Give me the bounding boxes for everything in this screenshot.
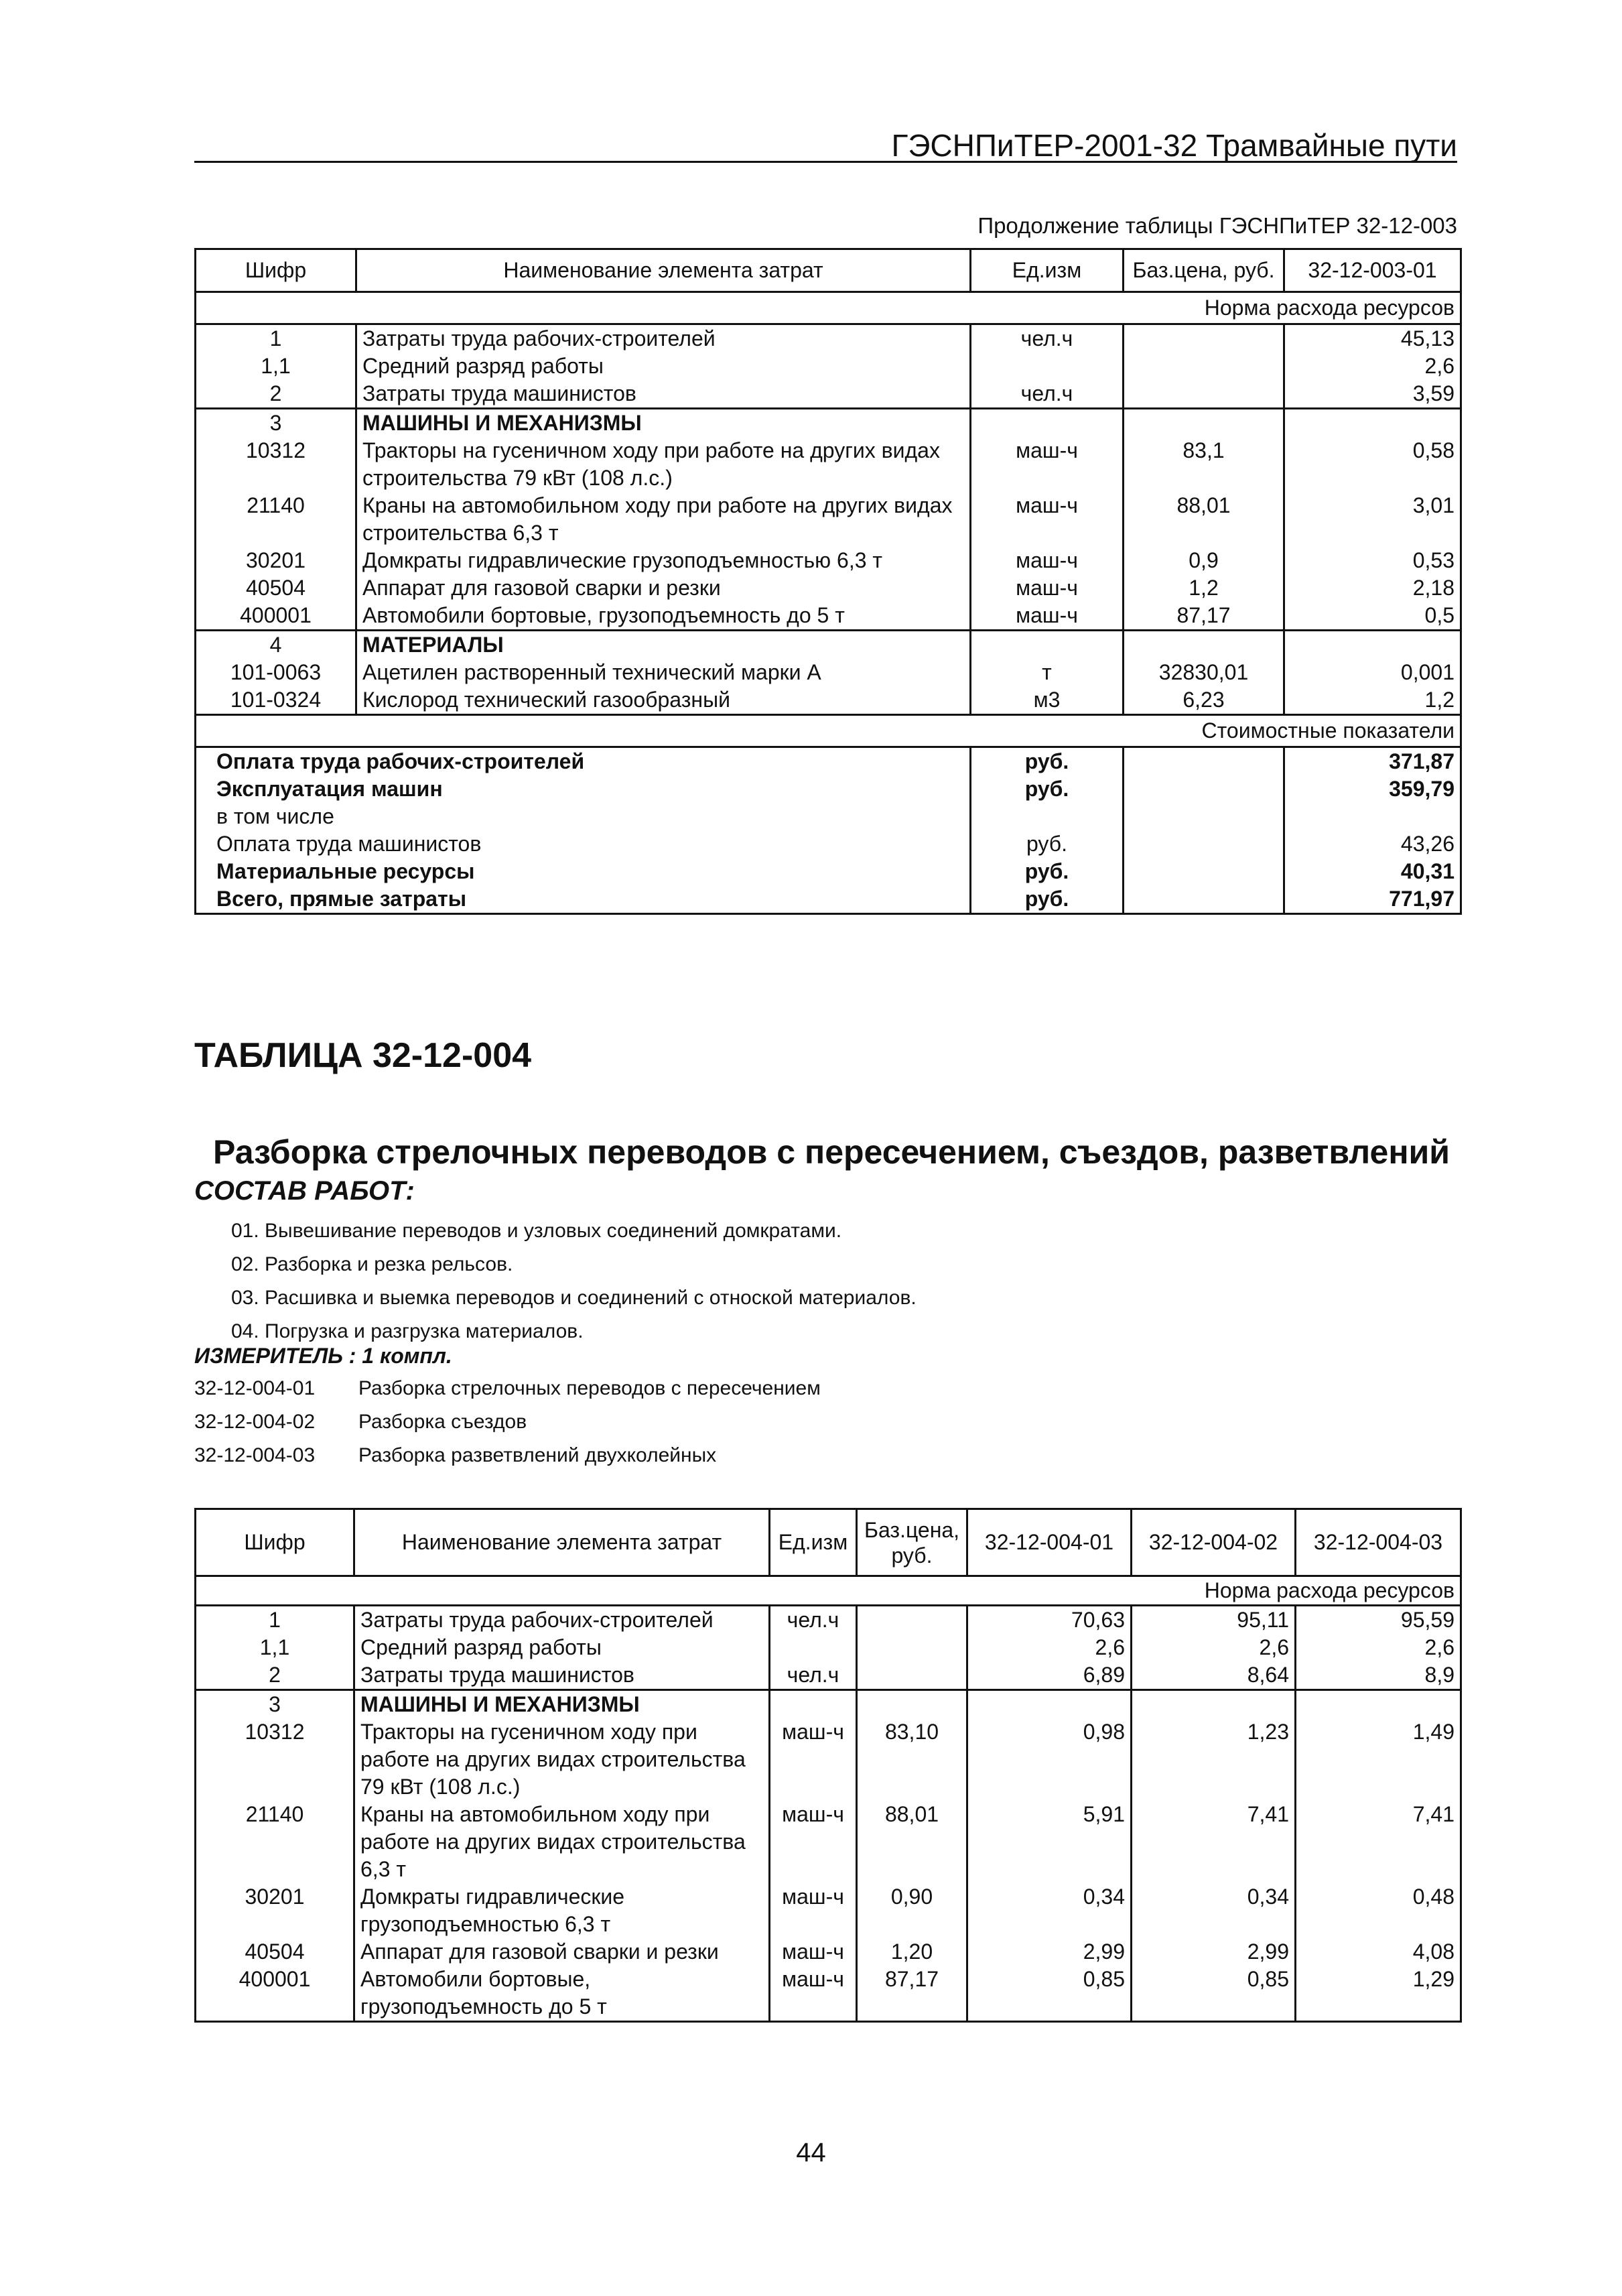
row-name: МАТЕРИАЛЫ bbox=[356, 631, 971, 659]
row-unit: маш-ч bbox=[971, 574, 1124, 602]
row-unit: маш-ч bbox=[770, 1966, 857, 2022]
table-row bbox=[196, 686, 1461, 715]
row-price bbox=[857, 1634, 967, 1661]
cost-value: 40,31 bbox=[1400, 859, 1455, 883]
row-unit: маш-ч bbox=[770, 1938, 857, 1966]
row-value-2 bbox=[1132, 1690, 1296, 1719]
measurement-unit bbox=[194, 1344, 452, 1368]
cost-value: 359,79 bbox=[1389, 777, 1455, 801]
page-number: 44 bbox=[796, 2138, 826, 2167]
row-value: 1,2 bbox=[1424, 688, 1455, 712]
row-value bbox=[1284, 631, 1461, 659]
section-label: Норма расхода ресурсов bbox=[196, 1576, 1461, 1606]
table-row bbox=[196, 1661, 1461, 1690]
row-value: 2,18 bbox=[1412, 576, 1455, 600]
cost-price-empty bbox=[1124, 885, 1284, 914]
row-price bbox=[1124, 380, 1284, 409]
row-value-1: 0,98 bbox=[967, 1718, 1132, 1801]
cost-name: Эксплуатация машин bbox=[196, 775, 971, 803]
row-price: 1,20 bbox=[857, 1938, 967, 1966]
row-code: 3 bbox=[196, 409, 356, 438]
col-header-unit: Ед.изм bbox=[770, 1509, 857, 1576]
table-row bbox=[196, 1606, 1461, 1635]
row-value-3: 4,08 bbox=[1412, 1939, 1455, 1964]
row-name: Краны на автомобильном ходу при работе на других видах строительства 6,3 т bbox=[356, 492, 971, 547]
section-row bbox=[196, 292, 1461, 324]
work-item: 01. Вывешивание переводов и узловых соединений домкратами. bbox=[231, 1220, 842, 1242]
code-number: 32-12-004-03 bbox=[194, 1444, 316, 1466]
row-value: 0,5 bbox=[1284, 602, 1461, 631]
row-name: Средний разряд работы bbox=[354, 1634, 770, 1661]
row-value-3 bbox=[1296, 1690, 1461, 1719]
cost-row bbox=[196, 803, 1461, 830]
row-value-3: 95,59 bbox=[1400, 1608, 1455, 1632]
row-value-1: 0,85 bbox=[967, 1966, 1132, 2022]
row-code: 1,1 bbox=[196, 353, 356, 380]
section-row bbox=[196, 715, 1461, 747]
row-value: 0,001 bbox=[1400, 660, 1455, 684]
cost-price-empty bbox=[1124, 775, 1284, 803]
row-name: Тракторы на гусеничном ходу при работе на других видах строительства 79 кВт (108 л.с.) bbox=[354, 1718, 770, 1801]
row-value-3: 7,41 bbox=[1412, 1802, 1455, 1826]
row-unit: маш-ч bbox=[770, 1801, 857, 1883]
row-unit: чел.ч bbox=[971, 324, 1124, 353]
section-label: Стоимостные показатели bbox=[196, 715, 1461, 747]
row-value-1 bbox=[967, 1690, 1132, 1719]
row-code: 400001 bbox=[196, 602, 356, 631]
cost-name: Оплата труда рабочих-строителей bbox=[196, 747, 971, 776]
row-name: Аппарат для газовой сварки и резки bbox=[356, 574, 971, 602]
row-value-1: 5,91 bbox=[967, 1801, 1132, 1883]
row-price: 88,01 bbox=[1124, 492, 1284, 547]
row-name: Затраты труда машинистов bbox=[354, 1661, 770, 1690]
row-value-3: 2,6 bbox=[1424, 1635, 1455, 1659]
row-code: 400001 bbox=[196, 1966, 354, 2022]
code-description: Разборка стрелочных переводов с пересечением bbox=[358, 1377, 821, 1399]
col-header-price: Баз.цена, руб. bbox=[1124, 249, 1284, 292]
cost-price-empty bbox=[1124, 803, 1284, 830]
col-header-resource-code: 32-12-003-01 bbox=[1284, 249, 1461, 292]
row-unit: маш-ч bbox=[971, 492, 1124, 547]
table-row bbox=[196, 492, 1461, 547]
table-header-row bbox=[196, 1509, 1461, 1576]
code-description: Разборка разветвлений двухколейных bbox=[358, 1444, 717, 1466]
row-name: МАШИНЫ И МЕХАНИЗМЫ bbox=[354, 1690, 770, 1719]
row-value-3: 1,49 bbox=[1412, 1720, 1455, 1744]
cost-name: Всего, прямые затраты bbox=[196, 885, 971, 914]
table-row bbox=[196, 1690, 1461, 1719]
row-value-2: 95,11 bbox=[1132, 1606, 1296, 1635]
row-value: 2,6 bbox=[1424, 354, 1455, 378]
cost-value: 771,97 bbox=[1389, 887, 1455, 911]
row-price bbox=[1124, 631, 1284, 659]
row-value-2: 0,85 bbox=[1132, 1966, 1296, 2022]
row-unit bbox=[770, 1634, 857, 1661]
table-row bbox=[196, 574, 1461, 602]
cost-row bbox=[196, 885, 1461, 914]
cost-row bbox=[196, 747, 1461, 776]
table-row bbox=[196, 324, 1461, 353]
row-name: Домкраты гидравлические грузоподъемностью 6,3 т bbox=[354, 1883, 770, 1938]
measurement-label: ИЗМЕРИТЕЛЬ : bbox=[194, 1344, 356, 1368]
cost-unit: руб. bbox=[971, 830, 1124, 858]
row-value-1: 70,63 bbox=[967, 1606, 1132, 1635]
row-unit bbox=[971, 631, 1124, 659]
code-description: Разборка съездов bbox=[358, 1411, 527, 1433]
cost-row bbox=[196, 858, 1461, 885]
row-code: 1 bbox=[196, 324, 356, 353]
row-unit: маш-ч bbox=[971, 602, 1124, 631]
section-title: Разборка стрелочных переводов с пересечением, съездов, разветвлений bbox=[213, 1133, 1450, 1171]
row-value-2: 2,6 bbox=[1132, 1634, 1296, 1661]
resource-table-32-12-004 bbox=[194, 1508, 1462, 2023]
row-price bbox=[857, 1606, 967, 1635]
page-header-title: ГЭСНПиТЕР-2001-32 Трамвайные пути bbox=[891, 128, 1457, 163]
col-header-code: Шифр bbox=[196, 249, 356, 292]
row-code: 101-0324 bbox=[196, 686, 356, 715]
table-row bbox=[196, 631, 1461, 659]
row-unit bbox=[971, 409, 1124, 438]
table-row bbox=[196, 380, 1461, 409]
row-price bbox=[857, 1690, 967, 1719]
cost-unit: руб. bbox=[971, 775, 1124, 803]
table-row bbox=[196, 1966, 1461, 2022]
row-value-2: 2,99 bbox=[1132, 1938, 1296, 1966]
row-code: 1,1 bbox=[196, 1634, 354, 1661]
row-price: 0,90 bbox=[857, 1883, 967, 1938]
measurement-value: 1 компл. bbox=[362, 1344, 452, 1368]
work-item: 04. Погрузка и разгрузка материалов. bbox=[231, 1320, 584, 1342]
cost-price-empty bbox=[1124, 747, 1284, 776]
row-price bbox=[1124, 324, 1284, 353]
row-name: Кислород технический газообразный bbox=[356, 686, 971, 715]
row-code: 2 bbox=[196, 1661, 354, 1690]
row-value-2: 7,41 bbox=[1132, 1801, 1296, 1883]
row-value: 3,01 bbox=[1412, 493, 1455, 517]
table-title: ТАБЛИЦА 32-12-004 bbox=[194, 1036, 532, 1075]
cost-unit: руб. bbox=[971, 885, 1124, 914]
row-price: 88,01 bbox=[857, 1801, 967, 1883]
row-value-1: 6,89 bbox=[967, 1661, 1132, 1690]
col-header-price: Баз.цена, руб. bbox=[857, 1509, 967, 1576]
row-value-1: 2,99 bbox=[967, 1938, 1132, 1966]
row-code: 30201 bbox=[196, 547, 356, 574]
row-code: 30201 bbox=[196, 1883, 354, 1938]
cost-row bbox=[196, 775, 1461, 803]
row-unit bbox=[971, 353, 1124, 380]
table-row bbox=[196, 353, 1461, 380]
row-code: 21140 bbox=[196, 492, 356, 547]
cost-price-empty bbox=[1124, 858, 1284, 885]
cost-name: Оплата труда машинистов bbox=[196, 830, 971, 858]
row-unit: чел.ч bbox=[770, 1606, 857, 1635]
row-price: 83,1 bbox=[1124, 437, 1284, 492]
row-code: 21140 bbox=[196, 1801, 354, 1883]
col-header-resource-code-2: 32-12-004-02 bbox=[1132, 1509, 1296, 1576]
row-name: Затраты труда рабочих-строителей bbox=[356, 324, 971, 353]
table-row bbox=[196, 1883, 1461, 1938]
table-row bbox=[196, 659, 1461, 686]
row-value-1: 2,6 bbox=[967, 1634, 1132, 1661]
row-value: 0,58 bbox=[1412, 438, 1455, 462]
table-row bbox=[196, 437, 1461, 492]
row-price bbox=[1124, 409, 1284, 438]
section-label: Норма расхода ресурсов bbox=[196, 292, 1461, 324]
row-code: 10312 bbox=[196, 1718, 354, 1801]
work-composition-label: СОСТАВ РАБОТ: bbox=[194, 1176, 415, 1206]
row-code: 10312 bbox=[196, 437, 356, 492]
cost-value: 371,87 bbox=[1389, 749, 1455, 773]
col-header-name: Наименование элемента затрат bbox=[354, 1509, 770, 1576]
row-name: Домкраты гидравлические грузоподъемностью 6,3 т bbox=[356, 547, 971, 574]
work-item: 02. Разборка и резка рельсов. bbox=[231, 1253, 513, 1275]
work-item: 03. Расшивка и выемка переводов и соединений с отноской материалов. bbox=[231, 1287, 917, 1309]
row-price: 83,10 bbox=[857, 1718, 967, 1801]
col-header-resource-code-3: 32-12-004-03 bbox=[1296, 1509, 1461, 1576]
row-price: 32830,01 bbox=[1124, 659, 1284, 686]
row-price: 1,2 bbox=[1124, 574, 1284, 602]
cost-unit: руб. bbox=[971, 858, 1124, 885]
row-name: Ацетилен растворенный технический марки А bbox=[356, 659, 971, 686]
cost-price-empty bbox=[1124, 830, 1284, 858]
row-code: 40504 bbox=[196, 1938, 354, 1966]
table-row bbox=[196, 602, 1461, 631]
col-header-resource-code-1: 32-12-004-01 bbox=[967, 1509, 1132, 1576]
table-row bbox=[196, 1718, 1461, 1801]
col-header-name: Наименование элемента затрат bbox=[356, 249, 971, 292]
table-header-row bbox=[196, 249, 1461, 292]
row-code: 101-0063 bbox=[196, 659, 356, 686]
row-name: Автомобили бортовые, грузоподъемность до 5 т bbox=[356, 602, 971, 631]
col-header-code: Шифр bbox=[196, 1509, 354, 1576]
row-unit: маш-ч bbox=[971, 437, 1124, 492]
row-code: 4 bbox=[196, 631, 356, 659]
row-price: 87,17 bbox=[857, 1966, 967, 2022]
row-value-3: 0,48 bbox=[1412, 1885, 1455, 1909]
row-value bbox=[1284, 409, 1461, 438]
row-code: 3 bbox=[196, 1690, 354, 1719]
row-value-2: 1,23 bbox=[1132, 1718, 1296, 1801]
row-name: Автомобили бортовые, грузоподъемность до 5 т bbox=[354, 1966, 770, 2022]
row-value-1: 0,34 bbox=[967, 1883, 1132, 1938]
header-rule bbox=[194, 161, 1457, 163]
row-name: Средний разряд работы bbox=[356, 353, 971, 380]
row-code: 2 bbox=[196, 380, 356, 409]
table-continuation-note: Продолжение таблицы ГЭСНПиТЕР 32-12-003 bbox=[977, 213, 1457, 238]
row-code: 40504 bbox=[196, 574, 356, 602]
code-number: 32-12-004-02 bbox=[194, 1411, 316, 1433]
row-unit bbox=[770, 1690, 857, 1719]
section-row bbox=[196, 1576, 1461, 1606]
row-price bbox=[857, 1661, 967, 1690]
row-value: 3,59 bbox=[1284, 380, 1461, 409]
cost-name: Материальные ресурсы bbox=[196, 858, 971, 885]
cost-value: 43,26 bbox=[1400, 832, 1455, 856]
table-row bbox=[196, 409, 1461, 438]
cost-row bbox=[196, 830, 1461, 858]
row-value: 45,13 bbox=[1400, 326, 1455, 350]
row-value-3: 8,9 bbox=[1296, 1661, 1461, 1690]
row-unit: маш-ч bbox=[770, 1718, 857, 1801]
row-price: 87,17 bbox=[1124, 602, 1284, 631]
row-unit: т bbox=[971, 659, 1124, 686]
row-code: 1 bbox=[196, 1606, 354, 1635]
row-price bbox=[1124, 353, 1284, 380]
table-row bbox=[196, 1938, 1461, 1966]
row-unit: чел.ч bbox=[971, 380, 1124, 409]
row-unit: маш-ч bbox=[770, 1883, 857, 1938]
row-name: Тракторы на гусеничном ходу при работе на других видах строительства 79 кВт (108 л.с.) bbox=[356, 437, 971, 492]
code-number: 32-12-004-01 bbox=[194, 1377, 316, 1399]
row-unit: маш-ч bbox=[971, 547, 1124, 574]
table-row bbox=[196, 547, 1461, 574]
row-name: Затраты труда рабочих-строителей bbox=[354, 1606, 770, 1635]
row-value-2: 0,34 bbox=[1132, 1883, 1296, 1938]
resource-table-32-12-003 bbox=[194, 248, 1462, 915]
row-value: 0,53 bbox=[1412, 548, 1455, 572]
cost-unit bbox=[971, 803, 1124, 830]
row-unit: м3 bbox=[971, 686, 1124, 715]
row-price: 6,23 bbox=[1124, 686, 1284, 715]
row-price: 0,9 bbox=[1124, 547, 1284, 574]
row-name: Краны на автомобильном ходу при работе на других видах строительства 6,3 т bbox=[354, 1801, 770, 1883]
row-value-2: 8,64 bbox=[1132, 1661, 1296, 1690]
cost-unit: руб. bbox=[971, 747, 1124, 776]
row-name: Аппарат для газовой сварки и резки bbox=[354, 1938, 770, 1966]
row-value-3: 1,29 bbox=[1412, 1967, 1455, 1991]
table-row bbox=[196, 1634, 1461, 1661]
row-unit: чел.ч bbox=[770, 1661, 857, 1690]
col-header-unit: Ед.изм bbox=[971, 249, 1124, 292]
row-name: МАШИНЫ И МЕХАНИЗМЫ bbox=[356, 409, 971, 438]
cost-name: в том числе bbox=[196, 803, 971, 830]
cost-value bbox=[1284, 803, 1461, 830]
table-row bbox=[196, 1801, 1461, 1883]
row-name: Затраты труда машинистов bbox=[356, 380, 971, 409]
